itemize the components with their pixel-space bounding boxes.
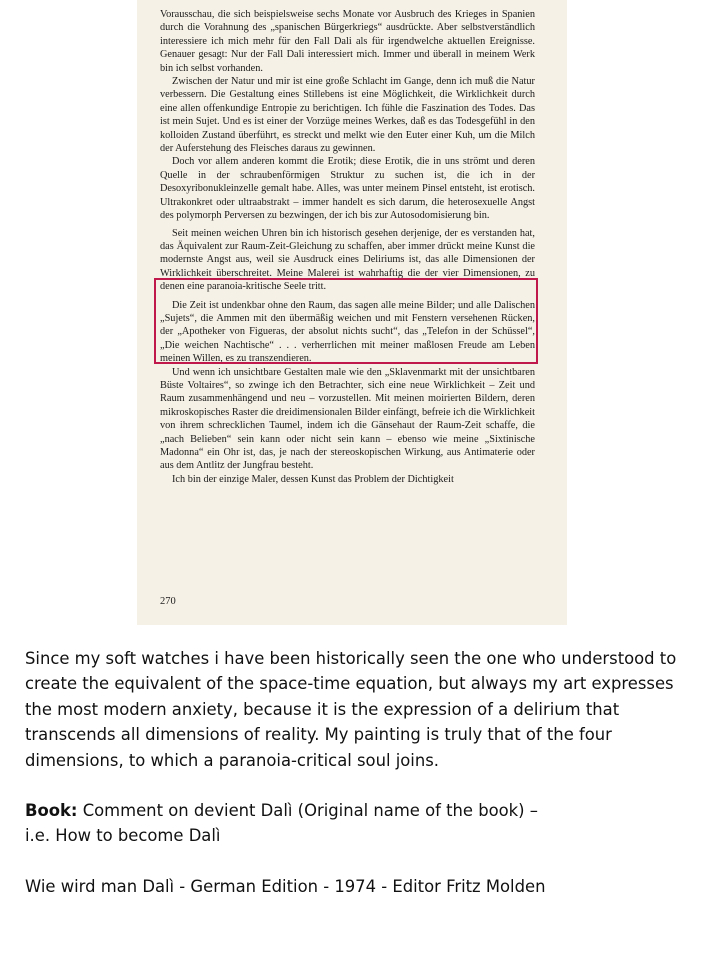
translation-text: Since my soft watches i have been historically seen the one who understood to create the equivalent of the space-time equation, but always my art expresses the most modern anxiety, because it is the expression of a delirium that transcends all dimensions of reality. My painting is truly that of the four dimensions, to which a paranoia-critical soul joins. — [25, 649, 677, 770]
book-title: Comment on devient Dalì (Original name of the book) – — [77, 801, 538, 821]
book-paragraph: Vorausschau, die sich beispielsweise sechs Monate vor Ausbruch des Krieges in Spanien durch die Vorahnung des „spanischen Bürgerkriegs“ ausdrückte. Aber selbstverständlich interessiere ich mich mehr für den Fall Dali als für irgendwelche aktuellen Ereignisse. Genauer gesagt: Nur der Fall Dali interessiert mich. Immer und überall in meinem Werk bin ich selbst vorhanden. — [160, 9, 535, 74]
book-paragraph: Ich bin der einzige Maler, dessen Kunst das Problem der Dichtigkeit — [172, 473, 454, 485]
highlighted-paragraph: Seit meinen weichen Uhren bin ich historisch gesehen derjenige, der es verstanden hat, das Äquivalent zur Raum-Zeit-Gleichung zu schaffen, aber immer drückt meine Kunst die modernste Angst aus, weil sie Ausdruck eines Deliriums ist, das alle Dimensionen der Wirklichkeit überschreitet. Meine Malerei ist wahrhaftig die der vier Dimensionen, zu denen eine paranoia-kritische Seele tritt. — [160, 227, 535, 293]
book-paragraph: Zwischen der Natur und mir ist eine große Schlacht im Gange, denn ich muß die Natur verbessern. Die Gestaltung eines Stillebens ist eine Möglichkeit, die Wirklichkeit durch eine allen offenkundige Entropie zu berichtigen. Ich fühle die Faszination des Todes. Das ist mein Sujet. Und es ist einer der Vorzüge meines Werkes, daß es das Todesgefühl in den kolloiden Zustand überführt, es streckt und melkt wie den Euter einer Kuh, um die Milch der Auferstehung des Fleisches daraus zu gewinnen. — [160, 76, 535, 155]
caption — [25, 646, 705, 899]
book-meaning: i.e. How to become Dalì — [25, 826, 221, 846]
page-number: 270 — [160, 596, 176, 607]
book-label: Book: — [25, 801, 78, 821]
edition-info: Wie wird man Dalì - German Edition - 1974 - Editor Fritz Molden — [25, 876, 546, 896]
book-paragraph: Die Zeit ist undenkbar ohne den Raum, das sagen alle meine Bilder; und alle Dalischen „Sujets“, die Ammen mit den übermäßig weichen und mit Fenstern versehenen Rücken, der „Apotheker von Figueras, der absolut nichts sucht“, das „Telefon in der Schüssel“, „Die weichen Nachtische“ . . . verherrlichen mit meiner maßlosen Freude am Leben meinen Willen, es zu transzendieren. — [160, 299, 535, 365]
book-paragraph: Und wenn ich unsichtbare Gestalten male wie den „Sklavenmarkt mit der unsichtbaren Büste Voltaires“, so zwinge ich den Betrachter, sich eine neue Wirklichkeit – Zeit und Raum zusammenhängend und neu – vorzustellen. Mit meinen moirierten Bildern, deren mikroskopisches Raster die dreidimensionalen Bilder einfängt, befreie ich die Wirklichkeit von ihrem schrecklichen Taumel, indem ich die Gänsehaut der Raum-Zeit schaffe, die „nach Belieben“ sein kann oder nicht sein kann – ebenso wie meine „Sixtinische Madonna“ ein Ohr ist, das, je nach der stereoskopischen Wirkung, aus Antimaterie oder aus dem Antlitz der Jungfrau besteht. — [160, 366, 535, 472]
book-paragraph: Doch vor allem anderen kommt die Erotik; diese Erotik, die in uns strömt und deren Quelle in der schraubenförmigen Struktur zu suchen ist, die ich in der Desoxyribonukleinzelle gemalt habe. Alles, was unter meinem Pinsel entsteht, ist erotisch. Ultrakonkret oder ultraabstrakt – immer handelt es sich darum, die heterosexuelle Angst des polymorph Perversen zu bezwingen, der ich bis zur Autosodomisierung bin. — [160, 156, 535, 222]
highlight-box — [154, 278, 538, 364]
book-page-text — [160, 8, 535, 486]
book-line — [25, 798, 705, 823]
book-page-scan — [137, 0, 567, 625]
